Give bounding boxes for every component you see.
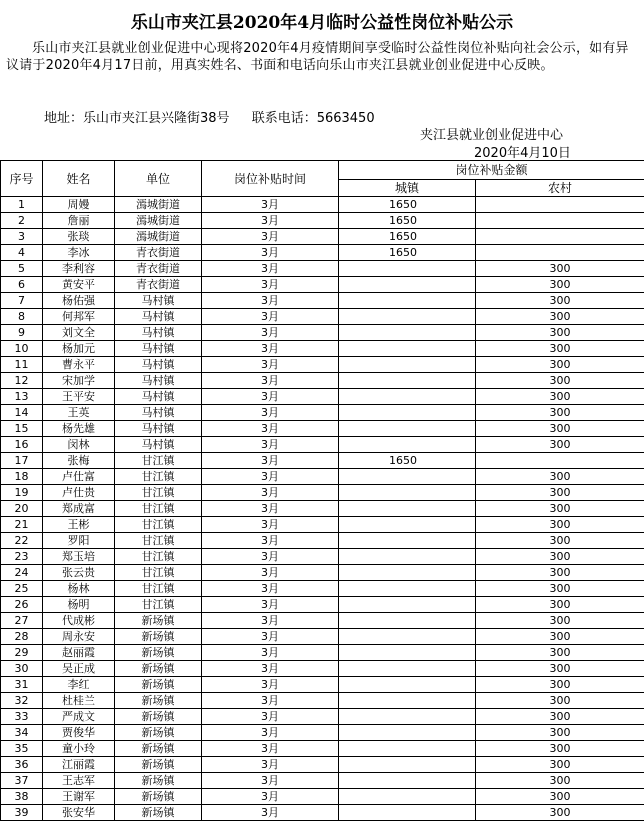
cell-name: 杨明 (43, 597, 115, 613)
header-time: 岗位补贴时间 (202, 161, 339, 197)
cell-rural: 300 (476, 549, 644, 565)
cell-city (339, 661, 476, 677)
issuer-name: 夹江县就业创业促进中心 (420, 128, 564, 143)
cell-unit: 甘江镇 (115, 597, 202, 613)
cell-time: 3月 (202, 789, 339, 805)
cell-time: 3月 (202, 677, 339, 693)
cell-city (339, 629, 476, 645)
cell-seq: 31 (1, 677, 43, 693)
table-row (1, 469, 644, 485)
cell-unit: 马村镇 (115, 309, 202, 325)
header-unit: 单位 (115, 161, 202, 197)
cell-rural (476, 453, 644, 469)
cell-time: 3月 (202, 229, 339, 245)
table-row (1, 245, 644, 261)
cell-unit: 马村镇 (115, 405, 202, 421)
cell-city (339, 613, 476, 629)
table-row (1, 453, 644, 469)
table-row (1, 229, 644, 245)
issue-date: 2020年4月10日 (474, 146, 571, 161)
cell-city: 1650 (339, 197, 476, 213)
table-header-row (1, 161, 644, 180)
table-row (1, 485, 644, 501)
cell-name: 刘文全 (43, 325, 115, 341)
cell-unit: 甘江镇 (115, 453, 202, 469)
cell-name: 王彬 (43, 517, 115, 533)
cell-time: 3月 (202, 709, 339, 725)
cell-seq: 22 (1, 533, 43, 549)
cell-seq: 24 (1, 565, 43, 581)
cell-seq: 8 (1, 309, 43, 325)
cell-name: 杨加元 (43, 341, 115, 357)
cell-city (339, 437, 476, 453)
cell-time: 3月 (202, 597, 339, 613)
cell-city (339, 501, 476, 517)
table-row (1, 661, 644, 677)
cell-time: 3月 (202, 357, 339, 373)
cell-rural (476, 197, 644, 213)
cell-rural: 300 (476, 773, 644, 789)
cell-name: 杨先雄 (43, 421, 115, 437)
cell-name: 郑成富 (43, 501, 115, 517)
cell-unit: 新场镇 (115, 773, 202, 789)
cell-rural: 300 (476, 581, 644, 597)
cell-rural: 300 (476, 357, 644, 373)
cell-name: 周嫚 (43, 197, 115, 213)
cell-seq: 4 (1, 245, 43, 261)
cell-rural: 300 (476, 325, 644, 341)
cell-seq: 39 (1, 805, 43, 821)
cell-time: 3月 (202, 661, 339, 677)
cell-rural: 300 (476, 501, 644, 517)
cell-city (339, 389, 476, 405)
cell-seq: 35 (1, 741, 43, 757)
table-row (1, 357, 644, 373)
cell-time: 3月 (202, 437, 339, 453)
cell-rural: 300 (476, 261, 644, 277)
cell-time: 3月 (202, 517, 339, 533)
cell-rural: 300 (476, 437, 644, 453)
cell-unit: 新场镇 (115, 645, 202, 661)
cell-time: 3月 (202, 309, 339, 325)
cell-seq: 30 (1, 661, 43, 677)
table-row (1, 261, 644, 277)
cell-name: 郑玉培 (43, 549, 115, 565)
cell-rural: 300 (476, 469, 644, 485)
cell-time: 3月 (202, 773, 339, 789)
cell-city: 1650 (339, 245, 476, 261)
table-row (1, 421, 644, 437)
cell-name: 何邦军 (43, 309, 115, 325)
cell-unit: 新场镇 (115, 789, 202, 805)
cell-seq: 3 (1, 229, 43, 245)
table-row (1, 789, 644, 805)
table-body (1, 197, 644, 821)
cell-time: 3月 (202, 373, 339, 389)
cell-city (339, 373, 476, 389)
cell-seq: 34 (1, 725, 43, 741)
cell-seq: 5 (1, 261, 43, 277)
cell-time: 3月 (202, 549, 339, 565)
table-row (1, 597, 644, 613)
cell-rural: 300 (476, 565, 644, 581)
cell-seq: 27 (1, 613, 43, 629)
cell-name: 江丽霞 (43, 757, 115, 773)
cell-city (339, 645, 476, 661)
cell-name: 卢仕富 (43, 469, 115, 485)
cell-rural (476, 213, 644, 229)
cell-seq: 17 (1, 453, 43, 469)
cell-seq: 12 (1, 373, 43, 389)
cell-rural: 300 (476, 645, 644, 661)
cell-seq: 16 (1, 437, 43, 453)
cell-rural: 300 (476, 693, 644, 709)
table-row (1, 405, 644, 421)
cell-rural: 300 (476, 757, 644, 773)
cell-city: 1650 (339, 213, 476, 229)
cell-rural: 300 (476, 373, 644, 389)
cell-city (339, 693, 476, 709)
cell-time: 3月 (202, 469, 339, 485)
cell-unit: 马村镇 (115, 341, 202, 357)
table-row (1, 277, 644, 293)
cell-time: 3月 (202, 485, 339, 501)
cell-city (339, 405, 476, 421)
cell-time: 3月 (202, 325, 339, 341)
cell-unit: 漹城街道 (115, 213, 202, 229)
cell-name: 吴正成 (43, 661, 115, 677)
cell-time: 3月 (202, 805, 339, 821)
cell-rural: 300 (476, 661, 644, 677)
cell-city: 1650 (339, 229, 476, 245)
cell-city (339, 549, 476, 565)
cell-seq: 36 (1, 757, 43, 773)
phone-text: 联系电话：5663450 (251, 111, 375, 126)
cell-city (339, 309, 476, 325)
cell-rural: 300 (476, 389, 644, 405)
table-row (1, 437, 644, 453)
cell-seq: 25 (1, 581, 43, 597)
cell-unit: 新场镇 (115, 709, 202, 725)
cell-rural: 300 (476, 309, 644, 325)
cell-unit: 马村镇 (115, 389, 202, 405)
cell-time: 3月 (202, 341, 339, 357)
cell-time: 3月 (202, 245, 339, 261)
table-row (1, 293, 644, 309)
cell-time: 3月 (202, 405, 339, 421)
table-row (1, 517, 644, 533)
cell-name: 王谢军 (43, 789, 115, 805)
cell-name: 王志军 (43, 773, 115, 789)
cell-rural: 300 (476, 485, 644, 501)
header-rural: 农村 (476, 180, 644, 197)
contact-line (44, 107, 393, 126)
cell-name: 贾俊华 (43, 725, 115, 741)
table-row (1, 741, 644, 757)
table-row (1, 805, 644, 821)
address-text: 地址：乐山市夹江县兴隆街38号 (44, 111, 230, 126)
cell-unit: 马村镇 (115, 421, 202, 437)
cell-unit: 新场镇 (115, 629, 202, 645)
cell-name: 杨佑强 (43, 293, 115, 309)
cell-name: 严成文 (43, 709, 115, 725)
table-row (1, 757, 644, 773)
table-row (1, 581, 644, 597)
cell-unit: 马村镇 (115, 293, 202, 309)
cell-name: 曹永平 (43, 357, 115, 373)
cell-rural: 300 (476, 789, 644, 805)
cell-unit: 青衣街道 (115, 245, 202, 261)
header-city: 城镇 (339, 180, 476, 197)
cell-name: 李红 (43, 677, 115, 693)
cell-seq: 1 (1, 197, 43, 213)
cell-unit: 青衣街道 (115, 261, 202, 277)
cell-unit: 甘江镇 (115, 549, 202, 565)
table-row (1, 613, 644, 629)
cell-time: 3月 (202, 389, 339, 405)
header-amount: 岗位补贴金额 (339, 161, 644, 180)
cell-rural: 300 (476, 277, 644, 293)
cell-city (339, 357, 476, 373)
cell-city (339, 485, 476, 501)
cell-seq: 28 (1, 629, 43, 645)
cell-city (339, 725, 476, 741)
cell-city (339, 773, 476, 789)
cell-unit: 新场镇 (115, 693, 202, 709)
cell-unit: 漹城街道 (115, 229, 202, 245)
cell-unit: 甘江镇 (115, 517, 202, 533)
cell-unit: 新场镇 (115, 725, 202, 741)
table-row (1, 389, 644, 405)
cell-time: 3月 (202, 261, 339, 277)
cell-name: 闵林 (43, 437, 115, 453)
table-row (1, 645, 644, 661)
table-row (1, 709, 644, 725)
cell-name: 黄安平 (43, 277, 115, 293)
cell-city (339, 709, 476, 725)
cell-name: 宋加学 (43, 373, 115, 389)
notice-paragraph: 乐山市夹江县就业创业促进中心现将2020年4月疫情期间享受临时公益性岗位补贴向社会公示，如有异议请于2020年4月17日前，用真实姓名、书面和电话向乐山市夹江县就业创业促进中心反映。 (6, 41, 629, 73)
cell-seq: 13 (1, 389, 43, 405)
cell-city (339, 341, 476, 357)
cell-rural: 300 (476, 741, 644, 757)
cell-time: 3月 (202, 645, 339, 661)
cell-city (339, 261, 476, 277)
table-row (1, 549, 644, 565)
cell-name: 张安华 (43, 805, 115, 821)
cell-rural (476, 245, 644, 261)
cell-rural: 300 (476, 805, 644, 821)
cell-time: 3月 (202, 565, 339, 581)
cell-seq: 7 (1, 293, 43, 309)
cell-name: 李利容 (43, 261, 115, 277)
cell-name: 王英 (43, 405, 115, 421)
cell-city (339, 325, 476, 341)
cell-seq: 37 (1, 773, 43, 789)
cell-city (339, 677, 476, 693)
cell-rural: 300 (476, 629, 644, 645)
cell-rural: 300 (476, 597, 644, 613)
cell-time: 3月 (202, 741, 339, 757)
cell-unit: 青衣街道 (115, 277, 202, 293)
cell-name: 张梅 (43, 453, 115, 469)
cell-unit: 新场镇 (115, 805, 202, 821)
cell-rural: 300 (476, 725, 644, 741)
cell-city (339, 597, 476, 613)
cell-time: 3月 (202, 693, 339, 709)
table-row (1, 213, 644, 229)
table-row (1, 325, 644, 341)
cell-rural: 300 (476, 613, 644, 629)
cell-name: 赵丽霞 (43, 645, 115, 661)
cell-unit: 甘江镇 (115, 501, 202, 517)
cell-seq: 38 (1, 789, 43, 805)
cell-unit: 新场镇 (115, 757, 202, 773)
cell-seq: 23 (1, 549, 43, 565)
cell-city (339, 293, 476, 309)
cell-unit: 甘江镇 (115, 533, 202, 549)
page-title: 乐山市夹江县2020年4月临时公益性岗位补贴公示 (130, 13, 514, 33)
cell-unit: 新场镇 (115, 613, 202, 629)
cell-time: 3月 (202, 277, 339, 293)
cell-seq: 21 (1, 517, 43, 533)
cell-unit: 马村镇 (115, 357, 202, 373)
cell-seq: 10 (1, 341, 43, 357)
cell-rural: 300 (476, 293, 644, 309)
cell-city (339, 805, 476, 821)
cell-name: 张琰 (43, 229, 115, 245)
cell-city: 1650 (339, 453, 476, 469)
cell-time: 3月 (202, 581, 339, 597)
cell-seq: 15 (1, 421, 43, 437)
cell-rural: 300 (476, 421, 644, 437)
cell-city (339, 517, 476, 533)
header-name: 姓名 (43, 161, 115, 197)
table-row (1, 197, 644, 213)
cell-unit: 甘江镇 (115, 581, 202, 597)
table-row (1, 773, 644, 789)
cell-seq: 9 (1, 325, 43, 341)
cell-unit: 新场镇 (115, 677, 202, 693)
cell-seq: 20 (1, 501, 43, 517)
cell-seq: 29 (1, 645, 43, 661)
cell-unit: 新场镇 (115, 661, 202, 677)
cell-time: 3月 (202, 197, 339, 213)
cell-name: 代成彬 (43, 613, 115, 629)
cell-seq: 2 (1, 213, 43, 229)
subsidy-table (0, 160, 644, 821)
cell-name: 罗阳 (43, 533, 115, 549)
table-row (1, 309, 644, 325)
cell-unit: 新场镇 (115, 741, 202, 757)
table-row (1, 629, 644, 645)
cell-name: 张云贵 (43, 565, 115, 581)
cell-time: 3月 (202, 613, 339, 629)
cell-seq: 14 (1, 405, 43, 421)
cell-unit: 甘江镇 (115, 565, 202, 581)
cell-time: 3月 (202, 757, 339, 773)
table-row (1, 373, 644, 389)
cell-time: 3月 (202, 725, 339, 741)
cell-name: 杜桂兰 (43, 693, 115, 709)
cell-rural: 300 (476, 677, 644, 693)
cell-rural: 300 (476, 517, 644, 533)
table-row (1, 725, 644, 741)
cell-unit: 甘江镇 (115, 469, 202, 485)
cell-city (339, 757, 476, 773)
cell-city (339, 581, 476, 597)
cell-city (339, 741, 476, 757)
cell-name: 周永安 (43, 629, 115, 645)
cell-seq: 19 (1, 485, 43, 501)
cell-time: 3月 (202, 453, 339, 469)
cell-seq: 18 (1, 469, 43, 485)
cell-time: 3月 (202, 501, 339, 517)
cell-name: 卢仕贵 (43, 485, 115, 501)
cell-time: 3月 (202, 533, 339, 549)
cell-time: 3月 (202, 629, 339, 645)
cell-name: 童小玲 (43, 741, 115, 757)
cell-seq: 6 (1, 277, 43, 293)
cell-unit: 甘江镇 (115, 485, 202, 501)
cell-city (339, 565, 476, 581)
cell-time: 3月 (202, 293, 339, 309)
table-row (1, 693, 644, 709)
cell-unit: 漹城街道 (115, 197, 202, 213)
cell-rural: 300 (476, 405, 644, 421)
cell-city (339, 789, 476, 805)
table-row (1, 341, 644, 357)
header-seq: 序号 (1, 161, 43, 197)
cell-unit: 马村镇 (115, 373, 202, 389)
cell-city (339, 469, 476, 485)
cell-seq: 11 (1, 357, 43, 373)
cell-unit: 马村镇 (115, 437, 202, 453)
table-row (1, 677, 644, 693)
cell-time: 3月 (202, 421, 339, 437)
cell-name: 李冰 (43, 245, 115, 261)
cell-rural: 300 (476, 341, 644, 357)
cell-name: 杨林 (43, 581, 115, 597)
cell-city (339, 421, 476, 437)
cell-rural (476, 229, 644, 245)
cell-seq: 26 (1, 597, 43, 613)
table-row (1, 565, 644, 581)
table-row (1, 533, 644, 549)
table-row (1, 501, 644, 517)
cell-name: 詹丽 (43, 213, 115, 229)
cell-seq: 32 (1, 693, 43, 709)
cell-city (339, 277, 476, 293)
cell-seq: 33 (1, 709, 43, 725)
cell-rural: 300 (476, 709, 644, 725)
cell-unit: 马村镇 (115, 325, 202, 341)
cell-rural: 300 (476, 533, 644, 549)
cell-name: 王平安 (43, 389, 115, 405)
cell-time: 3月 (202, 213, 339, 229)
cell-city (339, 533, 476, 549)
